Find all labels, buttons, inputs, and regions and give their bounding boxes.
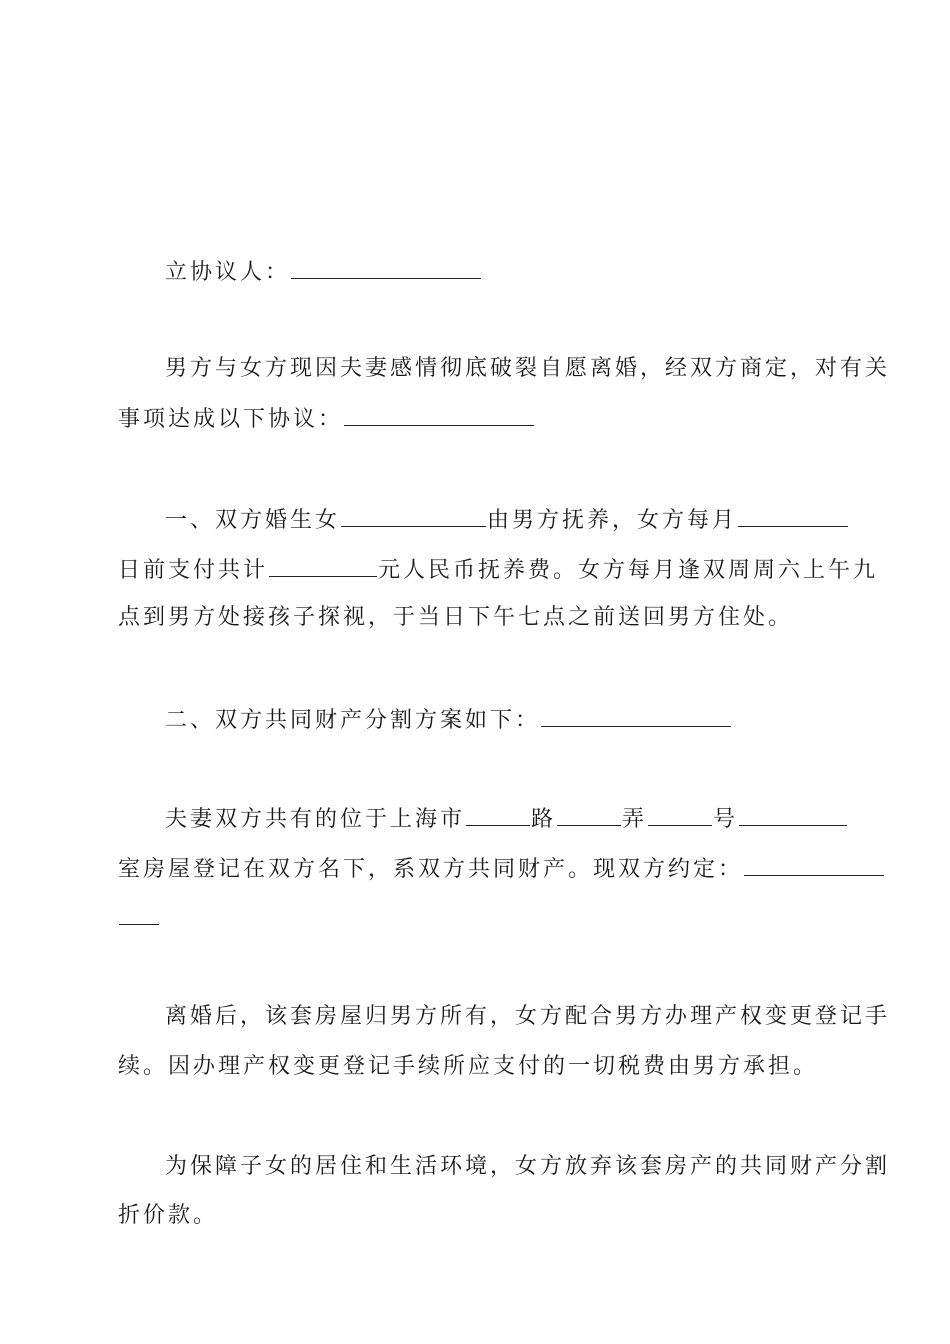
waiver-line-1: 为保障子女的居住和生活环境，女方放弃该套房产的共同财产分割 — [165, 1154, 891, 1179]
property-line-3 — [118, 902, 838, 934]
number-blank[interactable] — [648, 803, 712, 826]
amount-blank[interactable] — [269, 554, 377, 577]
party-line — [165, 256, 845, 288]
house-line-1: 离婚后，该套房屋归男方所有，女方配合男方办理产权变更登记手 — [165, 1004, 891, 1029]
intro-line-1: 男方与女方现因夫妻感情彻底破裂自愿离婚，经双方商定，对有关 — [165, 356, 891, 381]
room-blank[interactable] — [739, 803, 847, 826]
property-line-2: 室房屋登记在双方名下，系双方共同财产。现双方约定： — [118, 853, 838, 885]
clause-1-line-2: 日前支付共计 元人民币抚养费。女方每月逢双周周六上午九 — [118, 554, 838, 586]
clause-1-line-3: 点到男方处接孩子探视，于当日下午七点之前送回男方住处。 — [118, 605, 794, 630]
agreement-blank-cont[interactable] — [119, 902, 159, 925]
agreement-blank[interactable] — [744, 853, 884, 876]
party-blank[interactable] — [291, 256, 481, 279]
clause-2-heading: 二、双方共同财产分割方案如下： — [165, 704, 845, 736]
clause-1-line-1: 一、双方婚生女 由男方抚养，女方每月 — [165, 504, 845, 536]
intro-blank[interactable] — [344, 403, 534, 426]
property-line-1: 夫妻双方共有的位于上海市 路 弄 号 — [165, 803, 845, 835]
road-blank[interactable] — [466, 803, 530, 826]
party-label: 立协议人： — [165, 260, 291, 285]
house-line-2: 续。因办理产权变更登记手续所应支付的一切税费由男方承担。 — [118, 1054, 819, 1079]
intro-line-2: 事项达成以下协议： — [118, 403, 838, 435]
lane-blank[interactable] — [557, 803, 621, 826]
child-name-blank[interactable] — [341, 504, 486, 527]
property-plan-blank[interactable] — [541, 704, 731, 727]
pay-day-blank[interactable] — [738, 504, 848, 527]
waiver-line-2: 折价款。 — [118, 1203, 219, 1228]
